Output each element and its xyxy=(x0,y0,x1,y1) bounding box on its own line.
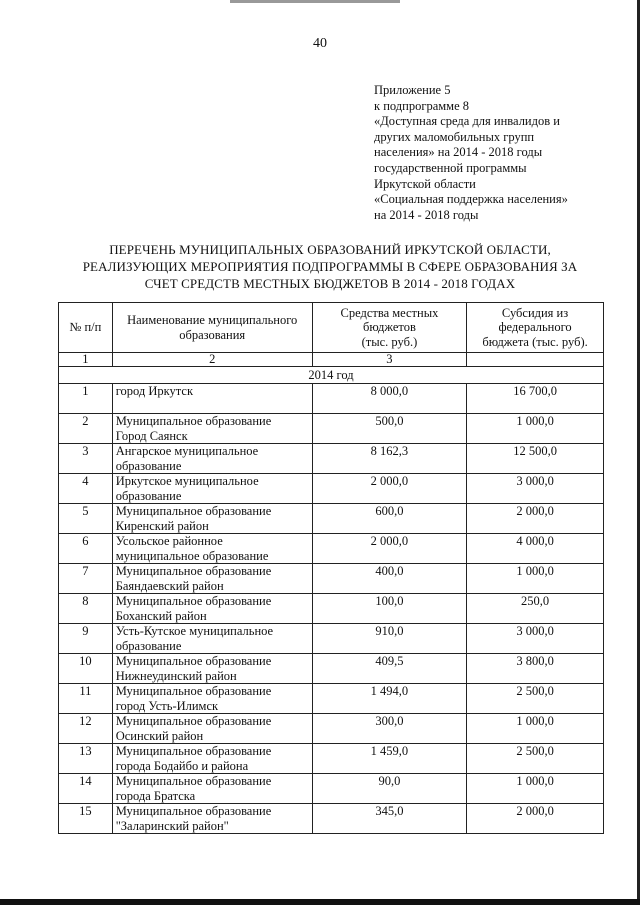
municipality-name xyxy=(112,684,312,714)
row-number: 7 xyxy=(59,564,113,594)
local-budget-value: 345,0 xyxy=(312,804,466,834)
table-row xyxy=(59,444,604,474)
header-name xyxy=(112,303,312,353)
row-number: 14 xyxy=(59,774,113,804)
year-label: 2014 год xyxy=(59,367,604,384)
municipality-name xyxy=(112,624,312,654)
row-number: 2 xyxy=(59,414,113,444)
municipality-name-line: образование xyxy=(115,488,182,503)
municipality-name xyxy=(112,804,312,834)
row-number: 8 xyxy=(59,594,113,624)
appendix-line: на 2014 - 2018 годы xyxy=(374,207,479,222)
municipality-name-line: Муниципальное образование xyxy=(115,504,272,518)
table-row xyxy=(59,504,604,534)
title-line: РЕАЛИЗУЮЩИХ МЕРОПРИЯТИЯ ПОДПРОГРАММЫ В СФЕРЕ ОБРАЗОВАНИЯ ЗА xyxy=(82,259,578,274)
row-number: 11 xyxy=(59,684,113,714)
header-local-budget xyxy=(312,303,466,353)
header-federal-subsidy xyxy=(467,303,604,353)
row-number: 4 xyxy=(59,474,113,504)
federal-subsidy-value: 1 000,0 xyxy=(467,714,604,744)
title-line: СЧЕТ СРЕДСТВ МЕСТНЫХ БЮДЖЕТОВ В 2014 - 2018 ГОДАХ xyxy=(144,276,516,291)
header-name-line: Наименование муниципального xyxy=(127,313,298,327)
federal-subsidy-value: 3 800,0 xyxy=(467,654,604,684)
municipality-name-line: Муниципальное образование xyxy=(115,684,272,698)
appendix-line: Приложение 5 xyxy=(374,83,451,97)
appendix-note xyxy=(374,83,604,223)
row-number: 1 xyxy=(59,384,113,414)
appendix-line: других маломобильных групп xyxy=(374,129,535,144)
federal-subsidy-value: 3 000,0 xyxy=(467,624,604,654)
title-line: ПЕРЕЧЕНЬ МУНИЦИПАЛЬНЫХ ОБРАЗОВАНИЙ ИРКУТСКОЙ ОБЛАСТИ, xyxy=(109,242,551,257)
federal-subsidy-value: 12 500,0 xyxy=(467,444,604,474)
header-num: № п/п xyxy=(59,303,113,353)
federal-subsidy-value: 2 500,0 xyxy=(467,744,604,774)
municipality-name-line: Баяндаевский район xyxy=(115,578,224,593)
column-number: 2 xyxy=(112,353,312,367)
page-number: 40 xyxy=(313,36,327,51)
federal-subsidy-value: 1 000,0 xyxy=(467,774,604,804)
header-local-line: Средства местных xyxy=(340,305,439,320)
scan-mark xyxy=(230,0,400,3)
municipality-name xyxy=(112,534,312,564)
municipality-name xyxy=(112,594,312,624)
municipalities-table xyxy=(58,302,604,834)
municipality-name-line: Муниципальное образование xyxy=(115,804,272,818)
municipality-name xyxy=(112,564,312,594)
municipality-name-line: Усть-Кутское муниципальное xyxy=(115,624,274,638)
municipality-name xyxy=(112,774,312,804)
row-number: 12 xyxy=(59,714,113,744)
municipality-name xyxy=(112,474,312,504)
row-number: 10 xyxy=(59,654,113,684)
table-header-row xyxy=(59,303,604,353)
local-budget-value: 300,0 xyxy=(312,714,466,744)
local-budget-value: 90,0 xyxy=(312,774,466,804)
column-numbers-row xyxy=(59,353,604,367)
municipality-name-line: Муниципальное образование xyxy=(115,414,272,428)
municipality-name-line: Муниципальное образование xyxy=(115,714,272,728)
local-budget-value: 100,0 xyxy=(312,594,466,624)
municipality-name-line: города Бодайбо и района xyxy=(115,758,249,773)
local-budget-value: 8 000,0 xyxy=(312,384,466,414)
federal-subsidy-value: 2 000,0 xyxy=(467,804,604,834)
municipality-name-line: образование xyxy=(115,638,182,653)
row-number: 15 xyxy=(59,804,113,834)
column-number: 1 xyxy=(59,353,113,367)
municipality-name-line: города Братска xyxy=(115,788,196,803)
municipality-name-line: город Усть-Илимск xyxy=(115,698,219,713)
municipality-name-line: Нижнеудинский район xyxy=(115,668,237,683)
header-federal-line: федерального xyxy=(498,320,572,335)
local-budget-value: 1 459,0 xyxy=(312,744,466,774)
table-row xyxy=(59,564,604,594)
table-row xyxy=(59,384,604,414)
table-row xyxy=(59,624,604,654)
municipality-name xyxy=(112,654,312,684)
header-federal-line: Субсидия из xyxy=(501,305,569,320)
municipality-name-line: Боханский район xyxy=(115,608,207,623)
header-local-line: бюджетов xyxy=(362,320,416,335)
appendix-line: «Социальная поддержка населения» xyxy=(374,192,568,207)
column-number: 3 xyxy=(312,353,466,367)
table-row xyxy=(59,744,604,774)
column-number xyxy=(467,353,604,367)
header-name-line: образования xyxy=(179,327,246,342)
local-budget-value: 910,0 xyxy=(312,624,466,654)
table-row xyxy=(59,684,604,714)
municipality-name-line: Муниципальное образование xyxy=(115,594,272,608)
table-row xyxy=(59,654,604,684)
row-number: 13 xyxy=(59,744,113,774)
municipality-name xyxy=(112,414,312,444)
local-budget-value: 8 162,3 xyxy=(312,444,466,474)
appendix-line: к подпрограмме 8 xyxy=(374,98,469,113)
municipality-name xyxy=(112,384,312,414)
municipality-name-line: Осинский район xyxy=(115,728,204,743)
local-budget-value: 600,0 xyxy=(312,504,466,534)
federal-subsidy-value: 2 500,0 xyxy=(467,684,604,714)
local-budget-value: 500,0 xyxy=(312,414,466,444)
table-row xyxy=(59,804,604,834)
row-number: 9 xyxy=(59,624,113,654)
municipality-name-line: город Иркутск xyxy=(115,384,194,398)
federal-subsidy-value: 1 000,0 xyxy=(467,414,604,444)
federal-subsidy-value: 16 700,0 xyxy=(467,384,604,414)
municipality-name-line: муниципальное образование xyxy=(115,548,269,563)
appendix-line: населения» на 2014 - 2018 годы xyxy=(374,145,543,160)
appendix-line: государственной программы xyxy=(374,160,527,175)
table-row xyxy=(59,594,604,624)
header-federal-line: бюджета (тыс. руб). xyxy=(482,334,588,349)
local-budget-value: 409,5 xyxy=(312,654,466,684)
municipality-name-line: Муниципальное образование xyxy=(115,774,272,788)
local-budget-value: 1 494,0 xyxy=(312,684,466,714)
municipality-name xyxy=(112,444,312,474)
document-title xyxy=(60,241,600,292)
scan-edge-bottom xyxy=(0,899,640,905)
federal-subsidy-value: 3 000,0 xyxy=(467,474,604,504)
municipality-name xyxy=(112,714,312,744)
municipality-name xyxy=(112,504,312,534)
municipality-name-line: Ангарское муниципальное xyxy=(115,444,259,458)
scan-edge-top xyxy=(0,0,640,4)
row-number: 6 xyxy=(59,534,113,564)
municipality-name-line: Иркутское муниципальное xyxy=(115,474,259,488)
table-row xyxy=(59,414,604,444)
municipality-name-line: Город Саянск xyxy=(115,428,188,443)
federal-subsidy-value: 2 000,0 xyxy=(467,504,604,534)
header-local-line: (тыс. руб.) xyxy=(361,334,418,349)
local-budget-value: 2 000,0 xyxy=(312,474,466,504)
local-budget-value: 2 000,0 xyxy=(312,534,466,564)
municipality-name-line: Муниципальное образование xyxy=(115,564,272,578)
municipality-name-line: Киренский район xyxy=(115,518,209,533)
table-row xyxy=(59,534,604,564)
appendix-line: Иркутской области xyxy=(374,176,476,191)
year-row xyxy=(59,367,604,384)
row-number: 3 xyxy=(59,444,113,474)
municipality-name-line: образование xyxy=(115,458,182,473)
municipality-name-line: "Заларинский район" xyxy=(115,818,229,833)
municipality-name-line: Муниципальное образование xyxy=(115,654,272,668)
federal-subsidy-value: 1 000,0 xyxy=(467,564,604,594)
federal-subsidy-value: 250,0 xyxy=(467,594,604,624)
table-row xyxy=(59,474,604,504)
municipality-name-line: Муниципальное образование xyxy=(115,744,272,758)
row-number: 5 xyxy=(59,504,113,534)
appendix-line: «Доступная среда для инвалидов и xyxy=(374,114,560,129)
local-budget-value: 400,0 xyxy=(312,564,466,594)
municipality-name-line: Усольское районное xyxy=(115,534,223,548)
table-row xyxy=(59,774,604,804)
municipality-name xyxy=(112,744,312,774)
federal-subsidy-value: 4 000,0 xyxy=(467,534,604,564)
table-row xyxy=(59,714,604,744)
